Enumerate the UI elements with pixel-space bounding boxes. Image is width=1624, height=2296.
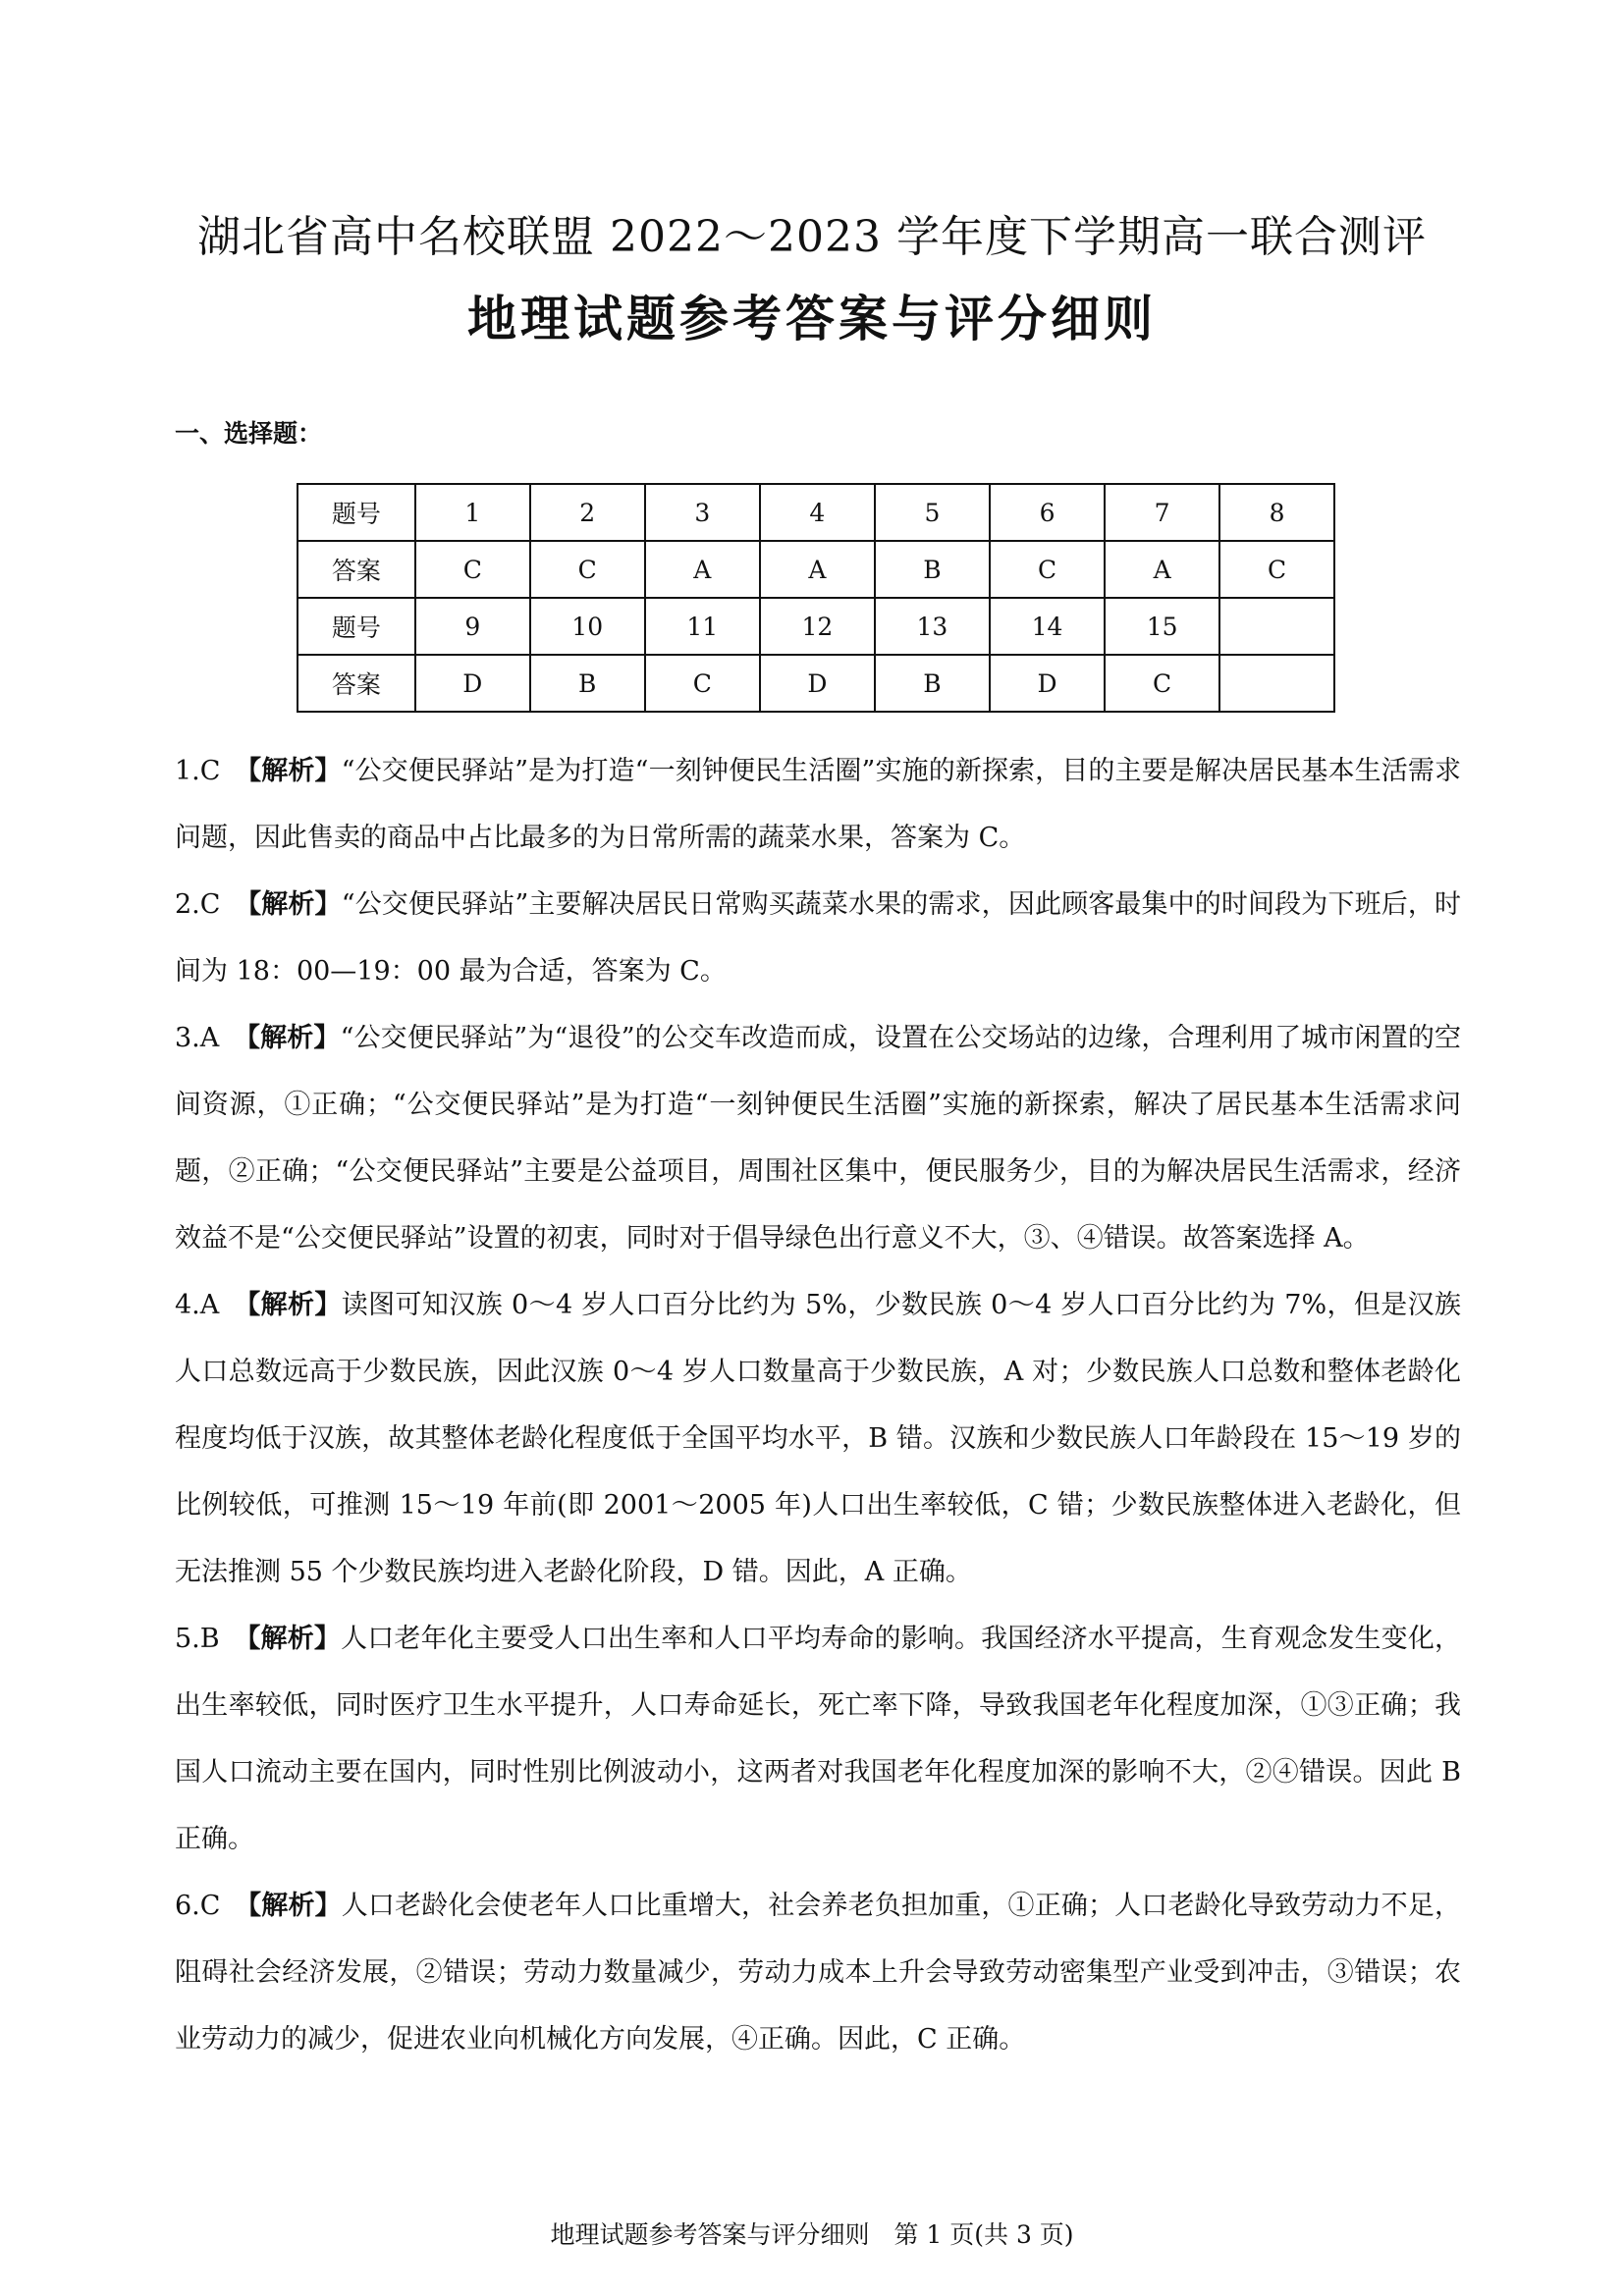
table-cell: A [645,541,760,598]
analysis-tag: 【解析】 [234,1290,342,1320]
table-cell: 10 [530,598,645,655]
explanation-text: “公交便民驿站”为“退役”的公交车改造而成，设置在公交场站的边缘，合理利用了城市闲置的空间资源，①正确；“公交便民驿站”是为打造“一刻钟便民生活圈”实施的新探索，解决了居民基本生活需求问题，②正确；“公交便民驿站”主要是公益项目，周围社区集中，便民服务少，目的为解决居民生活需求，经济效益不是“公交便民驿站”设置的初衷，同时对于倡导绿色出行意义不大，③、④错误。故答案选择 A。 [175,1023,1461,1254]
analysis-tag: 【解析】 [235,1891,342,1921]
table-cell: 5 [875,484,990,541]
question-answer-number: 4.A [175,1290,220,1320]
table-cell: C [415,541,530,598]
table-cell: 11 [645,598,760,655]
analysis-tag: 【解析】 [234,1023,341,1053]
table-row-label: 题号 [298,598,415,655]
table-cell: D [760,655,875,712]
explanation-text: “公交便民驿站”主要解决居民日常购买蔬菜水果的需求，因此顾客最集中的时间段为下班后，时间为 18：00—19：00 最为合适，答案为 C。 [175,889,1461,987]
table-cell: 14 [990,598,1105,655]
table-cell: B [875,655,990,712]
analysis-tag: 【解析】 [235,889,342,920]
question-answer-number: 5.B [175,1624,220,1654]
answer-table [297,483,1335,713]
question-answer-number: 3.A [175,1023,220,1053]
table-cell: C [530,541,645,598]
explanation-text: “公交便民驿站”是为打造“一刻钟便民生活圈”实施的新探索，目的主要是解决居民基本生活需求问题，因此售卖的商品中占比最多的为日常所需的蔬菜水果，答案为 C。 [175,756,1461,853]
table-cell: C [990,541,1105,598]
table-cell: 13 [875,598,990,655]
table-cell: 7 [1105,484,1219,541]
table-cell: A [1105,541,1219,598]
table-row [298,598,1334,655]
table-cell: 15 [1105,598,1219,655]
table-cell: 8 [1219,484,1334,541]
explanation-item [175,738,1461,872]
table-cell [1219,655,1334,712]
explanation-item [175,872,1461,1005]
analysis-tag: 【解析】 [234,1624,342,1654]
page-footer: 地理试题参考答案与评分细则 第 1 页(共 3 页) [550,2220,1074,2249]
table-cell [1219,598,1334,655]
table-cell: B [530,655,645,712]
table-row [298,655,1334,712]
table-cell: C [645,655,760,712]
document-title: 湖北省高中名校联盟 2022～2023 学年度下学期高一联合测评 [197,212,1427,262]
table-cell: A [760,541,875,598]
question-answer-number: 2.C [175,889,221,920]
table-cell: D [415,655,530,712]
explanation-text: 人口老年化主要受人口出生率和人口平均寿命的影响。我国经济水平提高，生育观念发生变化，出生率较低，同时医疗卫生水平提升，人口寿命延长，死亡率下降，导致我国老年化程度加深，①③正确；我国人口流动主要在国内，同时性别比例波动小，这两者对我国老年化程度加深的影响不大，②④错误。因此 B 正确。 [175,1624,1462,1854]
table-row-label: 题号 [298,484,415,541]
table-cell: B [875,541,990,598]
explanation-text: 人口老龄化会使老年人口比重增大，社会养老负担加重，①正确；人口老龄化导致劳动力不足，阻碍社会经济发展，②错误；劳动力数量减少，劳动力成本上升会导致劳动密集型产业受到冲击，③错误；农业劳动力的减少，促进农业向机械化方向发展，④正确。因此，C 正确。 [175,1891,1461,2055]
explanation-item [175,1606,1461,1873]
table-cell: 1 [415,484,530,541]
table-row [298,484,1334,541]
table-cell: 4 [760,484,875,541]
explanation-item [175,1272,1461,1606]
explanation-item [175,1873,1461,2073]
table-cell: 2 [530,484,645,541]
question-answer-number: 6.C [175,1891,221,1921]
table-row-label: 答案 [298,655,415,712]
table-row [298,541,1334,598]
explanation-item [175,1005,1461,1272]
table-cell: 6 [990,484,1105,541]
table-cell: C [1219,541,1334,598]
table-cell: 12 [760,598,875,655]
table-cell: C [1105,655,1219,712]
table-cell: D [990,655,1105,712]
section-heading-choice: 一、选择题： [175,419,323,448]
document-subtitle: 地理试题参考答案与评分细则 [467,291,1157,347]
explanation-text: 读图可知汉族 0～4 岁人口百分比约为 5%，少数民族 0～4 岁人口百分比约为 7%，但是汉族人口总数远高于少数民族，因此汉族 0～4 岁人口数量高于少数民族，A 对；少数民族人口总数和整体老龄化程度均低于汉族，故其整体老龄化程度低于全国平均水平，B 错。汉族和少数民族人口年龄段在 15～19 岁的比例较低，可推测 15～19 年前(即 2001～2005 年)人口出生率较低，C 错；少数民族整体进入老龄化，但无法推测 55 个少数民族均进入老龄化阶段，D 错。因此，A 正确。 [175,1290,1462,1587]
explanation-list [175,738,1461,2073]
table-row-label: 答案 [298,541,415,598]
table-cell: 3 [645,484,760,541]
question-answer-number: 1.C [175,756,221,786]
table-cell: 9 [415,598,530,655]
analysis-tag: 【解析】 [235,756,342,786]
